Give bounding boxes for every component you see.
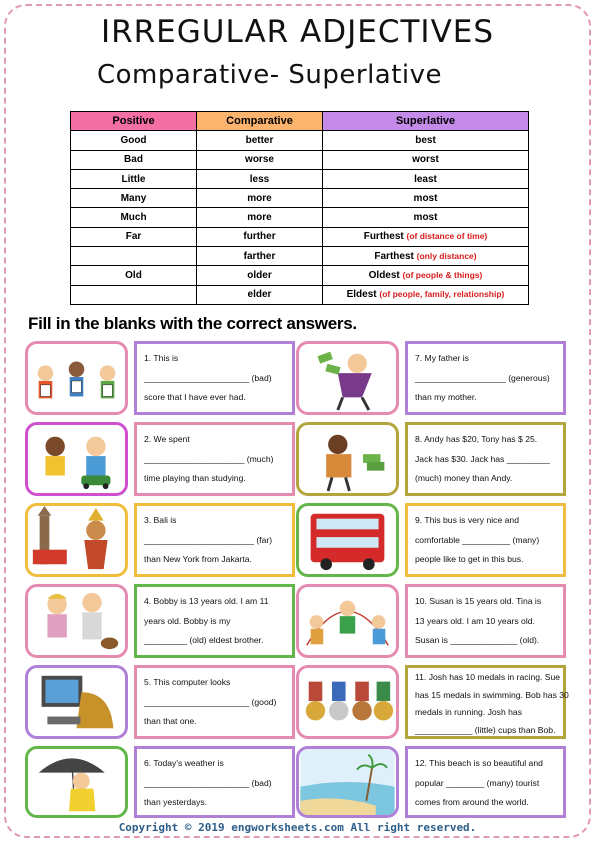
exercise-7-line-1: 7. My father is [415, 353, 469, 363]
exercise-10-line-2: 13 years old. I am 10 years old. [415, 615, 535, 626]
child-1 [38, 365, 54, 398]
exercise-10-line-1: 10. Susan is 15 years old. Tina is [415, 596, 542, 606]
exercise-5 [134, 665, 295, 739]
cell-positive [71, 285, 197, 304]
exercise-10 [405, 584, 566, 658]
usage-note: (only distance) [416, 250, 477, 261]
cell-positive: Old [71, 266, 197, 285]
exercise-8 [405, 422, 566, 496]
bali-landmarks-image [25, 503, 128, 577]
exercise-5-line-3: than that one. [144, 716, 197, 726]
usage-note: (of people, family, relationship) [379, 289, 505, 300]
instruction: Fill in the blanks with the correct answers. [28, 314, 357, 333]
exercise-2-line-3: time playing than studying. [144, 473, 246, 483]
cell-comparative: worse [197, 150, 323, 169]
exercise-9-line-3: people like to get in this bus. [415, 554, 524, 564]
table-row [71, 189, 529, 208]
child-2 [69, 362, 85, 397]
money-man-image [296, 422, 399, 496]
exercise-11-line-3: medals in running. Josh has [415, 707, 523, 717]
exercise-1-line-2: ______________________ (bad) [144, 372, 272, 383]
cell-comparative: older [197, 266, 323, 285]
cell-comparative: better [197, 131, 323, 150]
exercise-4-line-3: _________ (old) eldest brother. [144, 635, 264, 645]
cell-positive: Good [71, 131, 197, 150]
exercise-2 [134, 422, 295, 496]
exercise-10-line-3: Susan is ______________ (old). [415, 635, 540, 645]
table-header-row [71, 112, 529, 131]
exercise-3-line-1: 3. Bali is [144, 515, 177, 525]
usage-note: (of people & things) [402, 270, 483, 281]
exercise-4 [134, 584, 295, 658]
kids-playing-image [25, 422, 128, 496]
cell-comparative: further [197, 227, 323, 246]
cell-positive: Many [71, 189, 197, 208]
cell-comparative: farther [197, 247, 323, 266]
exercise-11-line-2: has 15 medals in swimming. Bob has 30 [415, 689, 569, 700]
cell-superlative [323, 150, 529, 169]
header-positive: Positive [71, 112, 197, 131]
beach-image [296, 746, 399, 818]
page-subtitle: Comparative- Superlative [97, 60, 443, 90]
table-row [71, 131, 529, 150]
adjective-table [70, 111, 529, 305]
exercise-12 [405, 746, 566, 818]
superlative-word: most [413, 192, 438, 204]
superlative-word: worst [412, 154, 439, 166]
cell-positive: Little [71, 169, 197, 188]
exercise-7 [405, 341, 566, 415]
exercise-7-line-2: ___________________ (generous) [415, 372, 550, 383]
exercise-11 [405, 665, 569, 739]
exercise-12-line-3: comes from around the world. [415, 797, 529, 807]
exercise-1-line-3: score that I have ever had. [144, 392, 246, 402]
cell-comparative: more [197, 189, 323, 208]
exercise-4-line-1: 4. Bobby is 13 years old. I am 11 [144, 596, 269, 606]
cell-superlative [323, 266, 529, 285]
exercise-3 [134, 503, 295, 577]
superlative-word: Furthest [363, 231, 404, 243]
exercise-5-line-2: ______________________ (good) [144, 696, 277, 707]
cell-superlative [323, 131, 529, 150]
child-3 [100, 365, 116, 398]
exercise-6 [134, 746, 295, 818]
table-row [71, 208, 529, 227]
exercise-11-line-1: 11. Josh has 10 medals in racing. Sue [415, 672, 561, 682]
table-row [71, 227, 529, 246]
medals-image [296, 665, 399, 739]
exercise-5-line-1: 5. This computer looks [144, 677, 231, 687]
exercise-8-line-2: Jack has $30. Jack has _________ [415, 453, 550, 464]
exercise-2-line-1: 2. We spent [144, 434, 190, 444]
cell-superlative [323, 208, 529, 227]
exercise-1 [134, 341, 295, 415]
cell-superlative [323, 189, 529, 208]
brothers-image [25, 584, 128, 658]
cell-positive: Much [71, 208, 197, 227]
superlative-word: least [414, 173, 437, 185]
table-row [71, 247, 529, 266]
exercise-9-line-1: 9. This bus is very nice and [415, 515, 519, 525]
exercise-6-line-3: than yesterdays. [144, 797, 208, 807]
cell-comparative: more [197, 208, 323, 227]
page-title: IRREGULAR ADJECTIVES [100, 14, 495, 50]
exercise-6-line-1: 6. Today's weather is [144, 758, 224, 768]
computer-image [25, 665, 128, 739]
cell-superlative [323, 169, 529, 188]
exercise-6-line-2: ______________________ (bad) [144, 777, 272, 788]
header-comparative: Comparative [197, 112, 323, 131]
exercise-12-line-1: 12. This beach is so beautiful and [415, 758, 543, 768]
cell-positive [71, 247, 197, 266]
exercise-9-line-2: comfortable __________ (many) [415, 534, 540, 545]
superlative-word: best [415, 134, 436, 146]
cell-positive: Far [71, 227, 197, 246]
copyright-footer: Copyright © 2019 engworksheets.com All right reserved. [118, 821, 477, 834]
cell-comparative: less [197, 169, 323, 188]
exercise-12-line-2: popular ________ (many) tourist [415, 777, 540, 788]
superlative-word: Oldest [368, 270, 400, 282]
superlative-word: most [413, 212, 438, 224]
table-row [71, 150, 529, 169]
exercise-4-line-2: years old. Bobby is my [144, 615, 231, 626]
exercise-3-line-3: than New York from Jakarta. [144, 554, 252, 564]
cell-superlative [323, 285, 529, 304]
table-row [71, 266, 529, 285]
cell-superlative [323, 247, 529, 266]
exercise-9 [405, 503, 566, 577]
exercise-2-line-2: _____________________ (much) [144, 453, 274, 464]
kids-score-image [25, 341, 128, 415]
cell-superlative [323, 227, 529, 246]
exercise-11-line-4: ____________ (little) cups than Bob. [415, 724, 556, 735]
cell-positive: Bad [71, 150, 197, 169]
usage-note: (of distance of time) [406, 231, 488, 242]
exercise-8-line-1: 8. Andy has $20, Tony has $ 25. [415, 434, 538, 444]
exercise-8-line-3: (much) money than Andy. [415, 473, 513, 483]
superlative-word: Eldest [346, 289, 377, 301]
rainy-weather-image [25, 746, 128, 818]
superlative-word: Farthest [374, 250, 414, 262]
double-decker-bus-image [296, 503, 399, 577]
exercise-1-line-1: 1. This is [144, 353, 179, 363]
exercise-7-line-3: than my mother. [415, 392, 477, 402]
header-superlative: Superlative [323, 112, 529, 131]
kids-jump-rope-image [296, 584, 399, 658]
table-row [71, 285, 529, 304]
table-row [71, 169, 529, 188]
exercise-3-line-2: _______________________ (far) [144, 534, 273, 545]
generous-man-image [296, 341, 399, 415]
cell-comparative: elder [197, 285, 323, 304]
